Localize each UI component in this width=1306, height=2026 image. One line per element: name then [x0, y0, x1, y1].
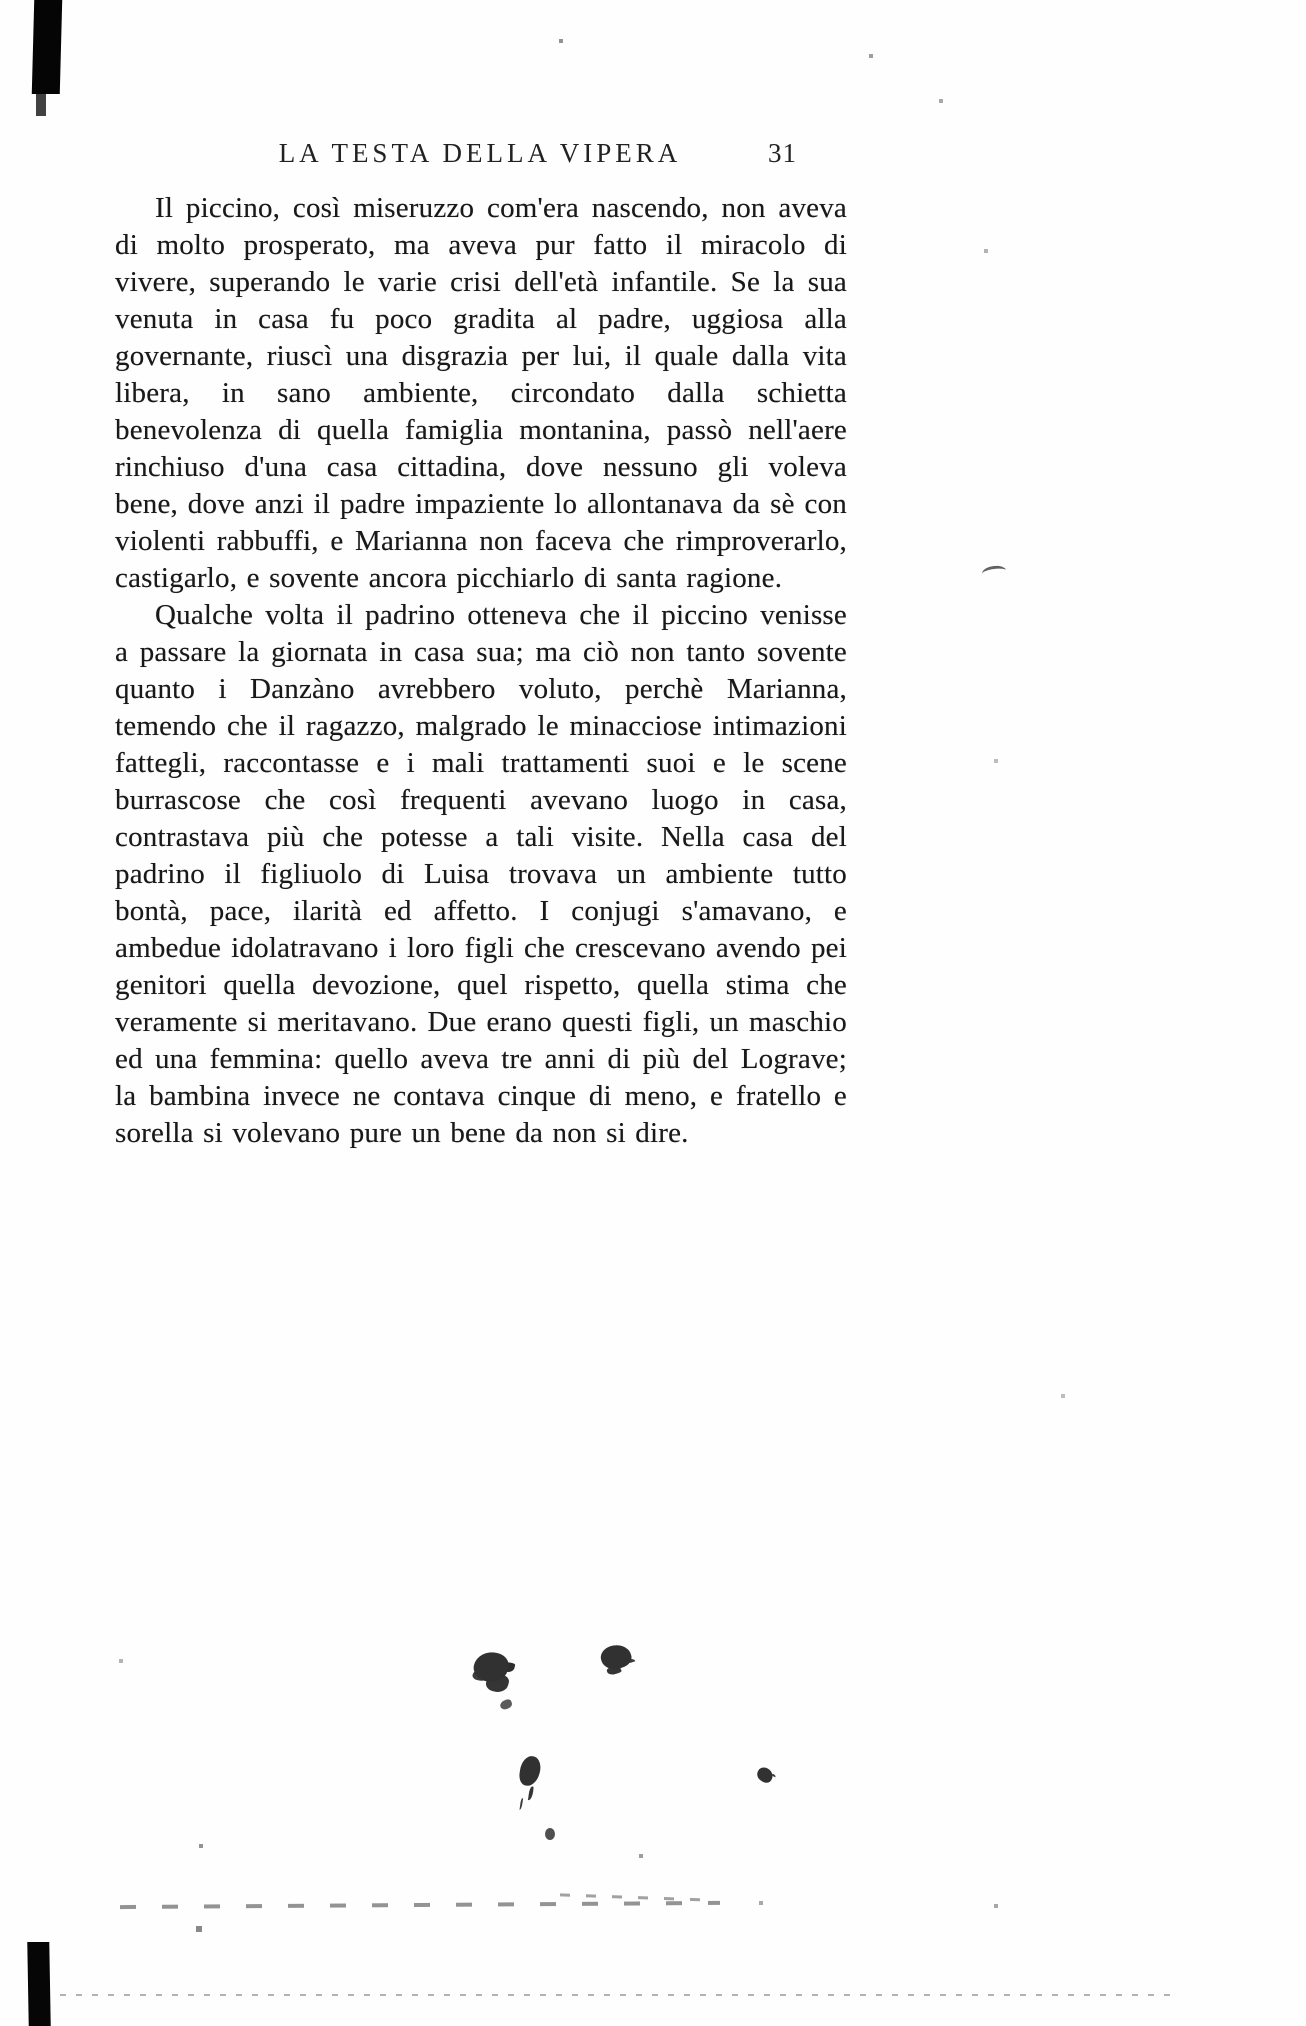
ink-blot — [598, 1641, 634, 1673]
page-title: LA TESTA DELLA VIPERA — [278, 138, 682, 168]
scan-scuff-line-2 — [560, 1893, 710, 1901]
paragraph-2: Qualche volta il padrino otteneva che il piccino venisse a passare la giornata in casa sua; ma ciò non tanto sovente quanto i Danzàno avrebbero voluto, perchè Marianna, temendo che il ragazzo, malgrado le minacciose intimazioni fattegli, raccontasse e i mali trattamenti suoi e le scene burrascose che così frequenti avevano luogo in casa, contrastava più che potesse a tali visite. Nella casa del padrino il figliuolo di Luisa trovava un ambiente tutto bontà, pace, ilarità ed affetto. I conjugi s'amavano, e ambedue idolatravano i loro figli che crescevano avendo pei genitori quella devozione, quel rispetto, quella stima che veramente si meritavano. Due erano questi figli, un maschio ed una femmina: quello aveva tre anni di più del Lograve; la bambina invece ne contava cinque di meno, e fratello e sorella si volevano pure un bene da non si dire. — [115, 599, 847, 1149]
page-number: 31 — [768, 138, 797, 168]
scan-tilde-mark — [981, 564, 1006, 579]
ink-blot — [545, 1828, 555, 1840]
scan-bottom-dotted-rule — [60, 1994, 1180, 1996]
scan-binding-mark-bottom — [27, 1942, 50, 2026]
scan-binding-mark-top — [32, 0, 62, 94]
running-header — [115, 138, 845, 178]
scan-scuff-line — [120, 1901, 720, 1909]
ink-blot — [499, 1698, 513, 1711]
ink-blot — [471, 1648, 511, 1685]
scan-binding-mark-top-tail — [36, 94, 46, 116]
ink-blot — [755, 1765, 776, 1785]
ink-blot — [518, 1755, 542, 1787]
scan-noise-specks — [0, 0, 2, 2]
paragraph-1: Il piccino, così miseruzzo com'era nascendo, non aveva di molto prosperato, ma aveva pur fatto il miracolo di vivere, superando le varie crisi dell'età infantile. Se la sua venuta in casa fu poco gradita al padre, uggiosa alla governante, riuscì una disgrazia per lui, il quale dalla vita libera, in sano ambiente, circondato dalla schietta benevolenza di quella famiglia montanina, passò nell'aere rinchiuso d'una casa cittadina, dove nessuno gli voleva bene, dove anzi il padre impaziente lo allontanava da sè con violenti rabbuffi, e Marianna non faceva che rimproverarlo, castigarlo, e sovente ancora picchiarlo di santa ragione. — [115, 192, 847, 594]
body-text — [115, 190, 847, 1152]
